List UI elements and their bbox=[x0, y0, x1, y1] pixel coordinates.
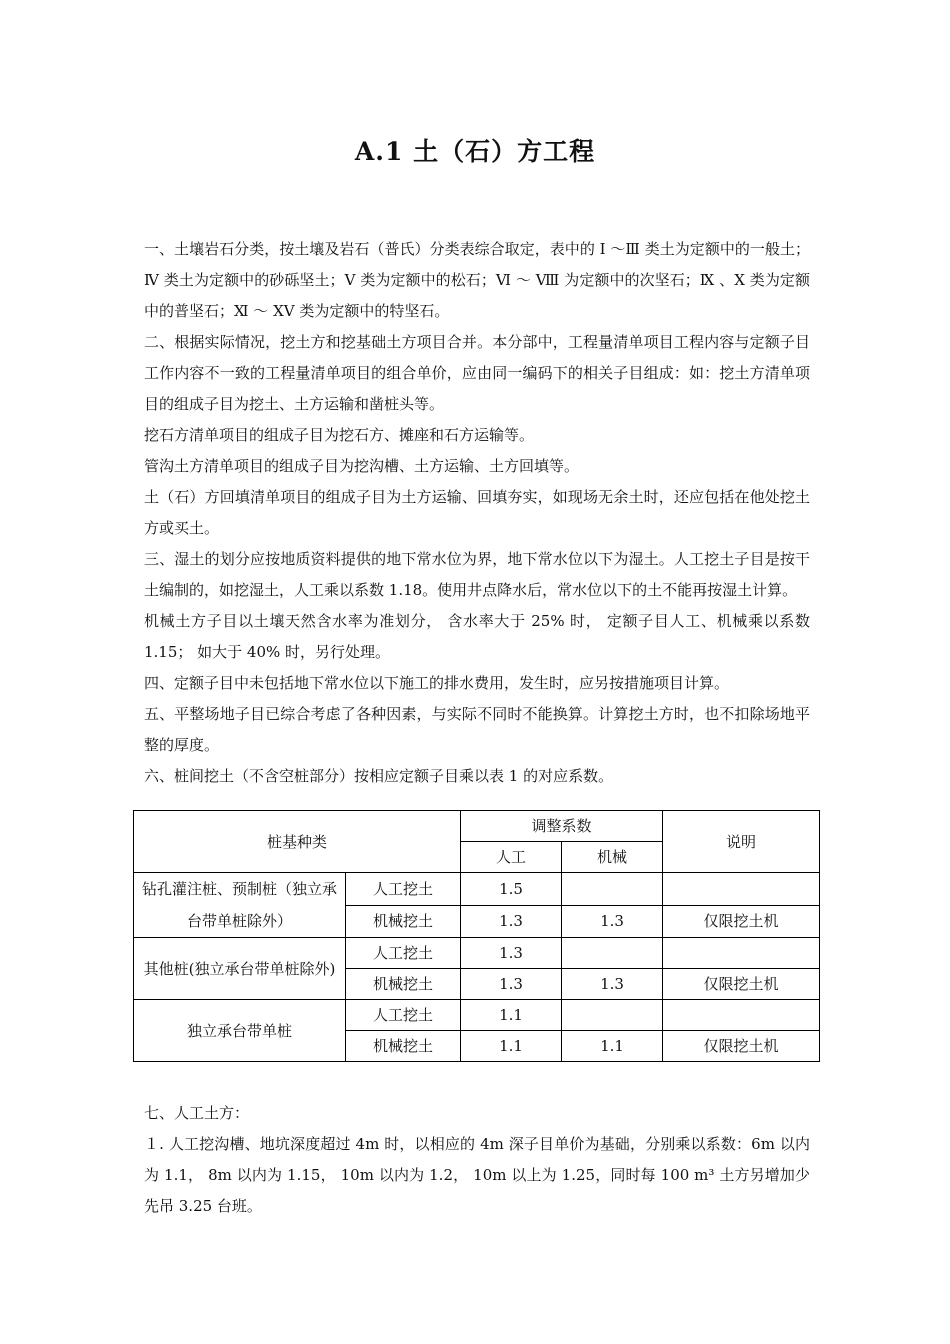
machine-coef-cell: 1.3 bbox=[562, 905, 663, 938]
table-row bbox=[134, 1000, 820, 1031]
method-cell: 机械挖土 bbox=[346, 969, 461, 1000]
paragraph: 六、桩间挖土（不含空桩部分）按相应定额子目乘以表 1 的对应系数。 bbox=[144, 767, 614, 785]
labor-coef-cell: 1.1 bbox=[461, 1000, 562, 1031]
body-section-1 bbox=[144, 234, 810, 792]
machine-coef-cell bbox=[562, 938, 663, 969]
coefficient-table bbox=[133, 810, 820, 1062]
labor-coef-cell: 1.3 bbox=[461, 905, 562, 938]
body-section-2 bbox=[144, 1098, 810, 1222]
table-header-row bbox=[134, 811, 820, 842]
note-cell bbox=[663, 873, 820, 906]
pile-type-cell: 独立承台带单桩 bbox=[134, 1000, 346, 1062]
note-cell bbox=[663, 1000, 820, 1031]
page-title: A.1 土（石）方工程 bbox=[354, 137, 596, 166]
paragraph: 三、湿土的划分应按地质资料提供的地下常水位为界，地下常水位以下为湿土。人工挖土子目是按干土编制的，如挖湿土，人工乘以系数 1.18。使用井点降水后，常水位以下的土不能再按湿土计算。 bbox=[144, 550, 810, 599]
machine-coef-cell bbox=[562, 1000, 663, 1031]
table-row bbox=[134, 938, 820, 969]
header-machine: 机械 bbox=[562, 842, 663, 873]
labor-coef-cell: 1.3 bbox=[461, 969, 562, 1000]
method-cell: 机械挖土 bbox=[346, 905, 461, 938]
method-cell: 机械挖土 bbox=[346, 1031, 461, 1062]
table-row bbox=[134, 873, 820, 906]
header-category: 桩基种类 bbox=[134, 811, 461, 873]
paragraph: 土（石）方回填清单项目的组成子目为土方运输、回填夯实，如现场无余土时，还应包括在他处挖土方或买土。 bbox=[144, 488, 810, 537]
labor-coef-cell: 1.1 bbox=[461, 1031, 562, 1062]
note-cell bbox=[663, 938, 820, 969]
method-cell: 人工挖土 bbox=[346, 938, 461, 969]
paragraph: 四、定额子目中未包括地下常水位以下施工的排水费用，发生时，应另按措施项目计算。 bbox=[144, 674, 730, 692]
note-cell: 仅限挖土机 bbox=[663, 905, 820, 938]
method-cell: 人工挖土 bbox=[346, 1000, 461, 1031]
header-coefficient: 调整系数 bbox=[461, 811, 663, 842]
paragraph: 挖石方清单项目的组成子目为挖石方、摊座和石方运输等。 bbox=[144, 426, 535, 444]
note-cell: 仅限挖土机 bbox=[663, 969, 820, 1000]
header-note: 说明 bbox=[663, 811, 820, 873]
paragraph: 机械土方子目以土壤天然含水率为准划分， 含水率大于 25% 时， 定额子目人工、机械乘以系数 1.15； 如大于 40% 时，另行处理。 bbox=[144, 612, 810, 661]
paragraph: 一、土壤岩石分类，按土壤及岩石（普氏）分类表综合取定，表中的 Ⅰ ～Ⅲ 类土为定额中的一般土；Ⅳ 类土为定额中的砂砾坚土；Ⅴ 类为定额中的松石；Ⅵ ～ Ⅷ 为定额中的次坚石；Ⅸ 、Ⅹ 类为定额中的普坚石；Ⅺ ～ ⅩⅤ 类为定额中的特坚石。 bbox=[144, 240, 810, 320]
labor-coef-cell: 1.5 bbox=[461, 873, 562, 906]
pile-type-cell: 钻孔灌注桩、预制桩（独立承台带单桩除外） bbox=[134, 873, 346, 938]
paragraph: １. 人工挖沟槽、地坑深度超过 4m 时，以相应的 4m 深子目单价为基础，分别乘以系数：6m 以内 为 1.1， 8m 以内为 1.15， 10m 以内为 1.2， 10m 以上为 1.25，同时每 100 m³ 土方另增加少先吊 3.25 台班。 bbox=[144, 1135, 810, 1215]
pile-type-cell: 其他桩(独立承台带单桩除外) bbox=[134, 938, 346, 1000]
machine-coef-cell bbox=[562, 873, 663, 906]
header-labor: 人工 bbox=[461, 842, 562, 873]
paragraph: 五、平整场地子目已综合考虑了各种因素，与实际不同时不能换算。计算挖土方时，也不扣除场地平整的厚度。 bbox=[144, 705, 810, 754]
method-cell: 人工挖土 bbox=[346, 873, 461, 906]
paragraph: 管沟土方清单项目的组成子目为挖沟槽、土方运输、土方回填等。 bbox=[144, 457, 580, 475]
labor-coef-cell: 1.3 bbox=[461, 938, 562, 969]
machine-coef-cell: 1.1 bbox=[562, 1031, 663, 1062]
paragraph: 二、根据实际情况，挖土方和挖基础土方项目合并。本分部中，工程量清单项目工程内容与定额子目工作内容不一致的工程量清单项目的组合单价，应由同一编码下的相关子目组成：如：挖土方清单项目的组成子目为挖土、土方运输和凿桩头等。 bbox=[144, 333, 810, 413]
paragraph: 七、人工土方： bbox=[144, 1104, 250, 1122]
machine-coef-cell: 1.3 bbox=[562, 969, 663, 1000]
note-cell: 仅限挖土机 bbox=[663, 1031, 820, 1062]
